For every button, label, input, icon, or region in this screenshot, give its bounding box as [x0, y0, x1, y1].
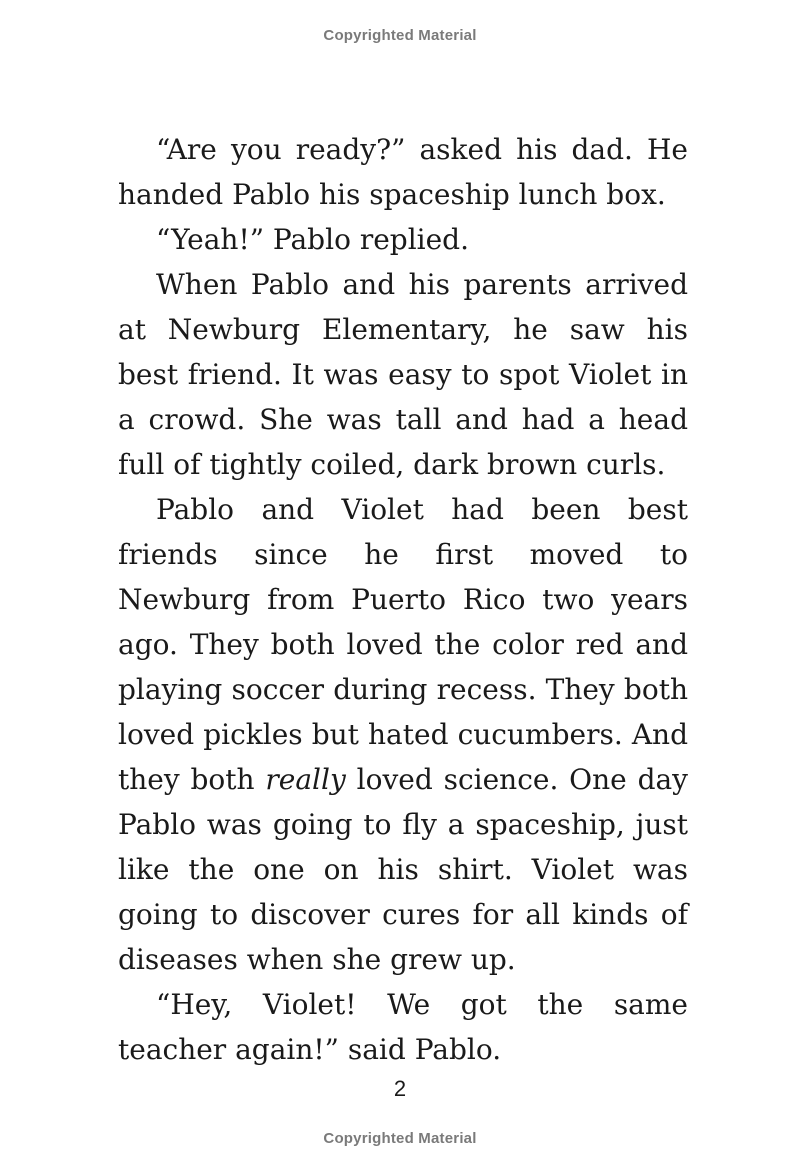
copyright-watermark-bottom: Copyrighted Material: [323, 1130, 477, 1147]
paragraph-1: “Are you ready?” asked his dad. He handed Pablo his spaceship lunch box.: [118, 133, 688, 211]
paragraph-5: “Hey, Violet! We got the same teacher again!” said Pablo.: [118, 988, 688, 1066]
paragraph-2: “Yeah!” Pablo replied.: [156, 223, 470, 256]
paragraph-3: When Pablo and his parents arrived at Newburg Elementary, he saw his best friend. It was easy to spot Violet in a crowd. She was tall and had a head full of tightly coiled, dark brown curls.: [118, 268, 688, 481]
page-number: 2: [393, 1076, 407, 1101]
copyright-watermark-top: Copyrighted Material: [323, 27, 477, 44]
story-text: [118, 127, 688, 1072]
paragraph-4-part-1: Pablo and Violet had been best friends since he first moved to Newburg from Puerto Rico two years ago. They both loved the color red and playing soccer during recess. They both loved pickles but hated cucumbers. And they both: [118, 493, 688, 796]
paragraph-4-emphasis: really: [265, 763, 346, 796]
paragraph-4: [118, 487, 688, 982]
paragraph-4-part-2: loved science. One day Pablo was going to fly a spaceship, just like the one on his shirt. Violet was going to discover cures for all kinds of diseases when she grew up.: [118, 763, 688, 976]
